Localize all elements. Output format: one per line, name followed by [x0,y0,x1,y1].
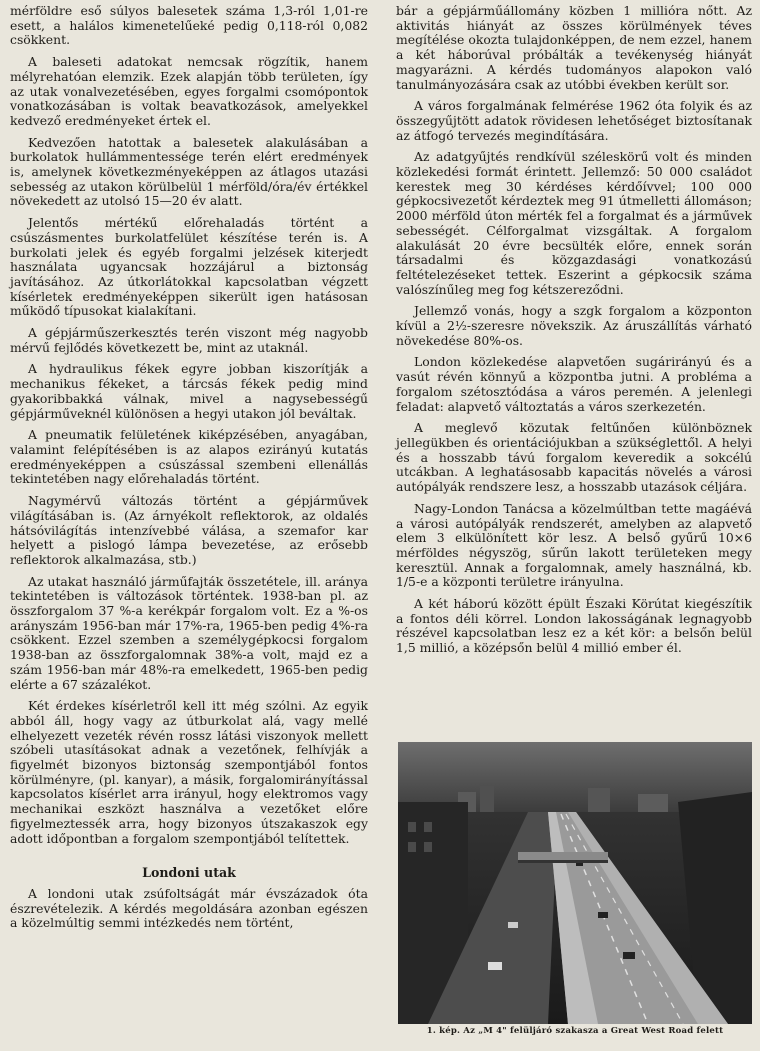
paragraph: London közlekedése alapvetően sugárirányú és a vasút révén könnyű a központba jutni. A probléma a forgalom szétosztódása a város peremén. A jelenlegi feladat: alapvető változtatás a város szerkezetén. [396,354,752,414]
section-heading: Londoni utak [142,865,236,881]
paragraph: A két háború között épült Északi Körútat kiegészítik a fontos déli körrel. London lakosságának legnagyobb részével kapcsolatban lesz ez a két kör: a belsőn belül 1,5 millió, a középsőn belül 4 millió ember él. [396,596,752,656]
paragraph: A baleseti adatokat nemcsak rögzítik, hanem mélyrehatóan elemzik. Ezek alapján több területen, így az utak vonalvezetésében, egyes forgalmi csomópontok vonatkozásában is voltak beavatkozások, amelyekkel kedvező eredményeket értek el. [10,54,368,128]
paragraph: A gépjárműszerkesztés terén viszont még nagyobb mérvű fejlődés következett be, mint az utaknál. [10,325,368,355]
left-column [10,4,368,938]
paragraph: Jellemző vonás, hogy a szgk forgalom a központon kívül a 2½-szeresre növekszik. Az áruszállítás várható növekedése 80%-os. [396,303,752,348]
figure-caption: 1. kép. Az „M 4" felüljáró szakasza a Great West Road felett [426,1026,724,1036]
paragraph: A város forgalmának felmérése 1962 óta folyik és az összegyűjtött adatok rövidesen lehetőséget biztosítanak az átfogó tervezés megindítására. [396,98,752,143]
paragraph: Két érdekes kísérletről kell itt még szólni. Az egyik abból áll, hogy vagy az útburkolat alá, vagy mellé elhelyezett vezeték révén rossz látási viszonyok mellett szóbeli utasításokat adnak a vezetőnek, felhívják a figyelmét bizonyos biztonság szempontjából fontos körülményre, (pl. kanyar), a másik, forgalomirányítással kapcsolatos kísérlet arra irányul, hogy elektromos vagy mechanikai eszközt használva a vezetőket előre figyelmeztessék arra, hogy bizonyos útszakaszok egy adott időpontban a forgalom szempontjából telítettek. [10,698,368,846]
right-column [396,4,752,663]
paragraph: A londoni utak zsúfoltságát már évszázadok óta észrevételezik. A kérdés megoldására azonban egészen a közelmúltig semmi intézkedés nem történt, [10,885,368,931]
paragraph: A meglevő közutak feltűnően különböznek jellegükben és orientációjukban a szükséglettől. A helyi és a hosszabb távú forgalom keveredik a sokcélú utcákban. A leghatásosabb kapacitás növelés a városi autópályák rendszere lesz, a hosszabb utazások céljára. [396,420,752,495]
paragraph: Az utakat használó járműfajták összetétele, ill. aránya tekintetében is változások történtek. 1938-ban pl. az összforgalom 37 %-a kerékpár forgalom volt. Ez a %-os arányszám 1956-ban már 17%-ra, 1965-ben pedig 4%-ra csökkent. Ezzel szemben a személygépkocsi forgalom 1938-ban az összforgalomnak 38%-a volt, majd ez a szám 1956-ban már 48%-ra emelkedett, 1965-ben pedig elérte a 67 százalékot. [10,573,368,692]
figure [398,742,752,1036]
paragraph: Nagymérvű változás történt a gépjárművek világításában is. (Az árnyékolt reflektorok, az oldalés hátsóvilágítás intenzívebbé válása, a szemafor kar helyett a pislogó lámpa bevezetése, az erősebb reflektorok alkalmazása, stb.) [10,493,368,567]
paragraph: Nagy-London Tanácsa a közelmúltban tette magáévá a városi autópályák rendszerét, amelyben az alapvető elem 3 elkülönített kör lesz. A belső gyűrű 10×6 mérföldes négyszög, sűrűn lakott területeken megy keresztül. Annak a forgalomnak, amely használná, kb. 1/5-e a központi területre irányulna. [396,500,752,590]
paragraph: A pneumatik felületének kiképzésében, anyagában, valamint felépítésében is az alapos ezirányú kutatás eredményeképpen a csúszással szembeni ellenállás tekintetében nagy előrehaladás történt. [10,427,368,487]
paragraph: Jelentős mértékű előrehaladás történt a csúszásmentes burkolatfelület készítése terén is. A burkolati jelek és egyéb forgalmi jelzések kiterjedt használata ugyancsak hozzájárul a biztonság javításához. Az útkorlátokkal kapcsolatban végzett kísérletek eredményeképpen sikerült igen hatásosan működő típusokat kialakítani. [10,215,368,319]
paragraph: mérföldre eső súlyos balesetek száma 1,3-ról 1,01-re esett, a halálos kimenetelűeké pedig 0,118-ról 0,082 csökkent. [10,3,368,48]
paragraph: bár a gépjárműállomány közben 1 millióra nőtt. Az aktivitás hiányát az összes körülmények téves megítélése okozta tulajdonképpen, de nem ezzel, hanem a két háborúval próbálták a tevékenység hiányát magyarázni. A kérdés tudományos alapokon való tanulmányozására csak az utóbbi években került sor. [396,3,752,92]
paragraph: Kedvezően hatottak a balesetek alakulásában a burkolatok hullámmentessége terén elért eredmények is, amelynek következményeképpen az átlagos utazási sebesség az utakon körülbelül 1 mérföld/óra/év értékkel növekedett az utolsó 15—20 év alatt. [10,134,368,209]
paragraph: A hydraulikus fékek egyre jobban kiszorítják a mechanikus fékeket, a tárcsás fékek pedig mind gyakoribbakká válnak, mivel a nagysebességű gépjárműveknél különösen a hegyi utakon jól beváltak. [10,361,368,421]
motorway-photo [398,742,752,1024]
paragraph: Az adatgyűjtés rendkívül széleskörű volt és minden közlekedési formát érintett. Jellemző: 50 000 családot kerestek meg 30 kérdéses kérdőívvel; 100 000 gépkocsivezetőt kérdeztek meg 91 útmelletti állomáson; 2000 mérföld úton mérték fel a forgalmat és a járművek sebességét. Célforgalmat vizsgáltak. A forgalom alakulását 20 évre becsülték előre, ennek során társadalmi és közgazdasági vonatkozású feltételezéseket tettek. Eszerint a gépkocsik száma valószínűleg meg fog kétszereződni. [396,149,752,297]
